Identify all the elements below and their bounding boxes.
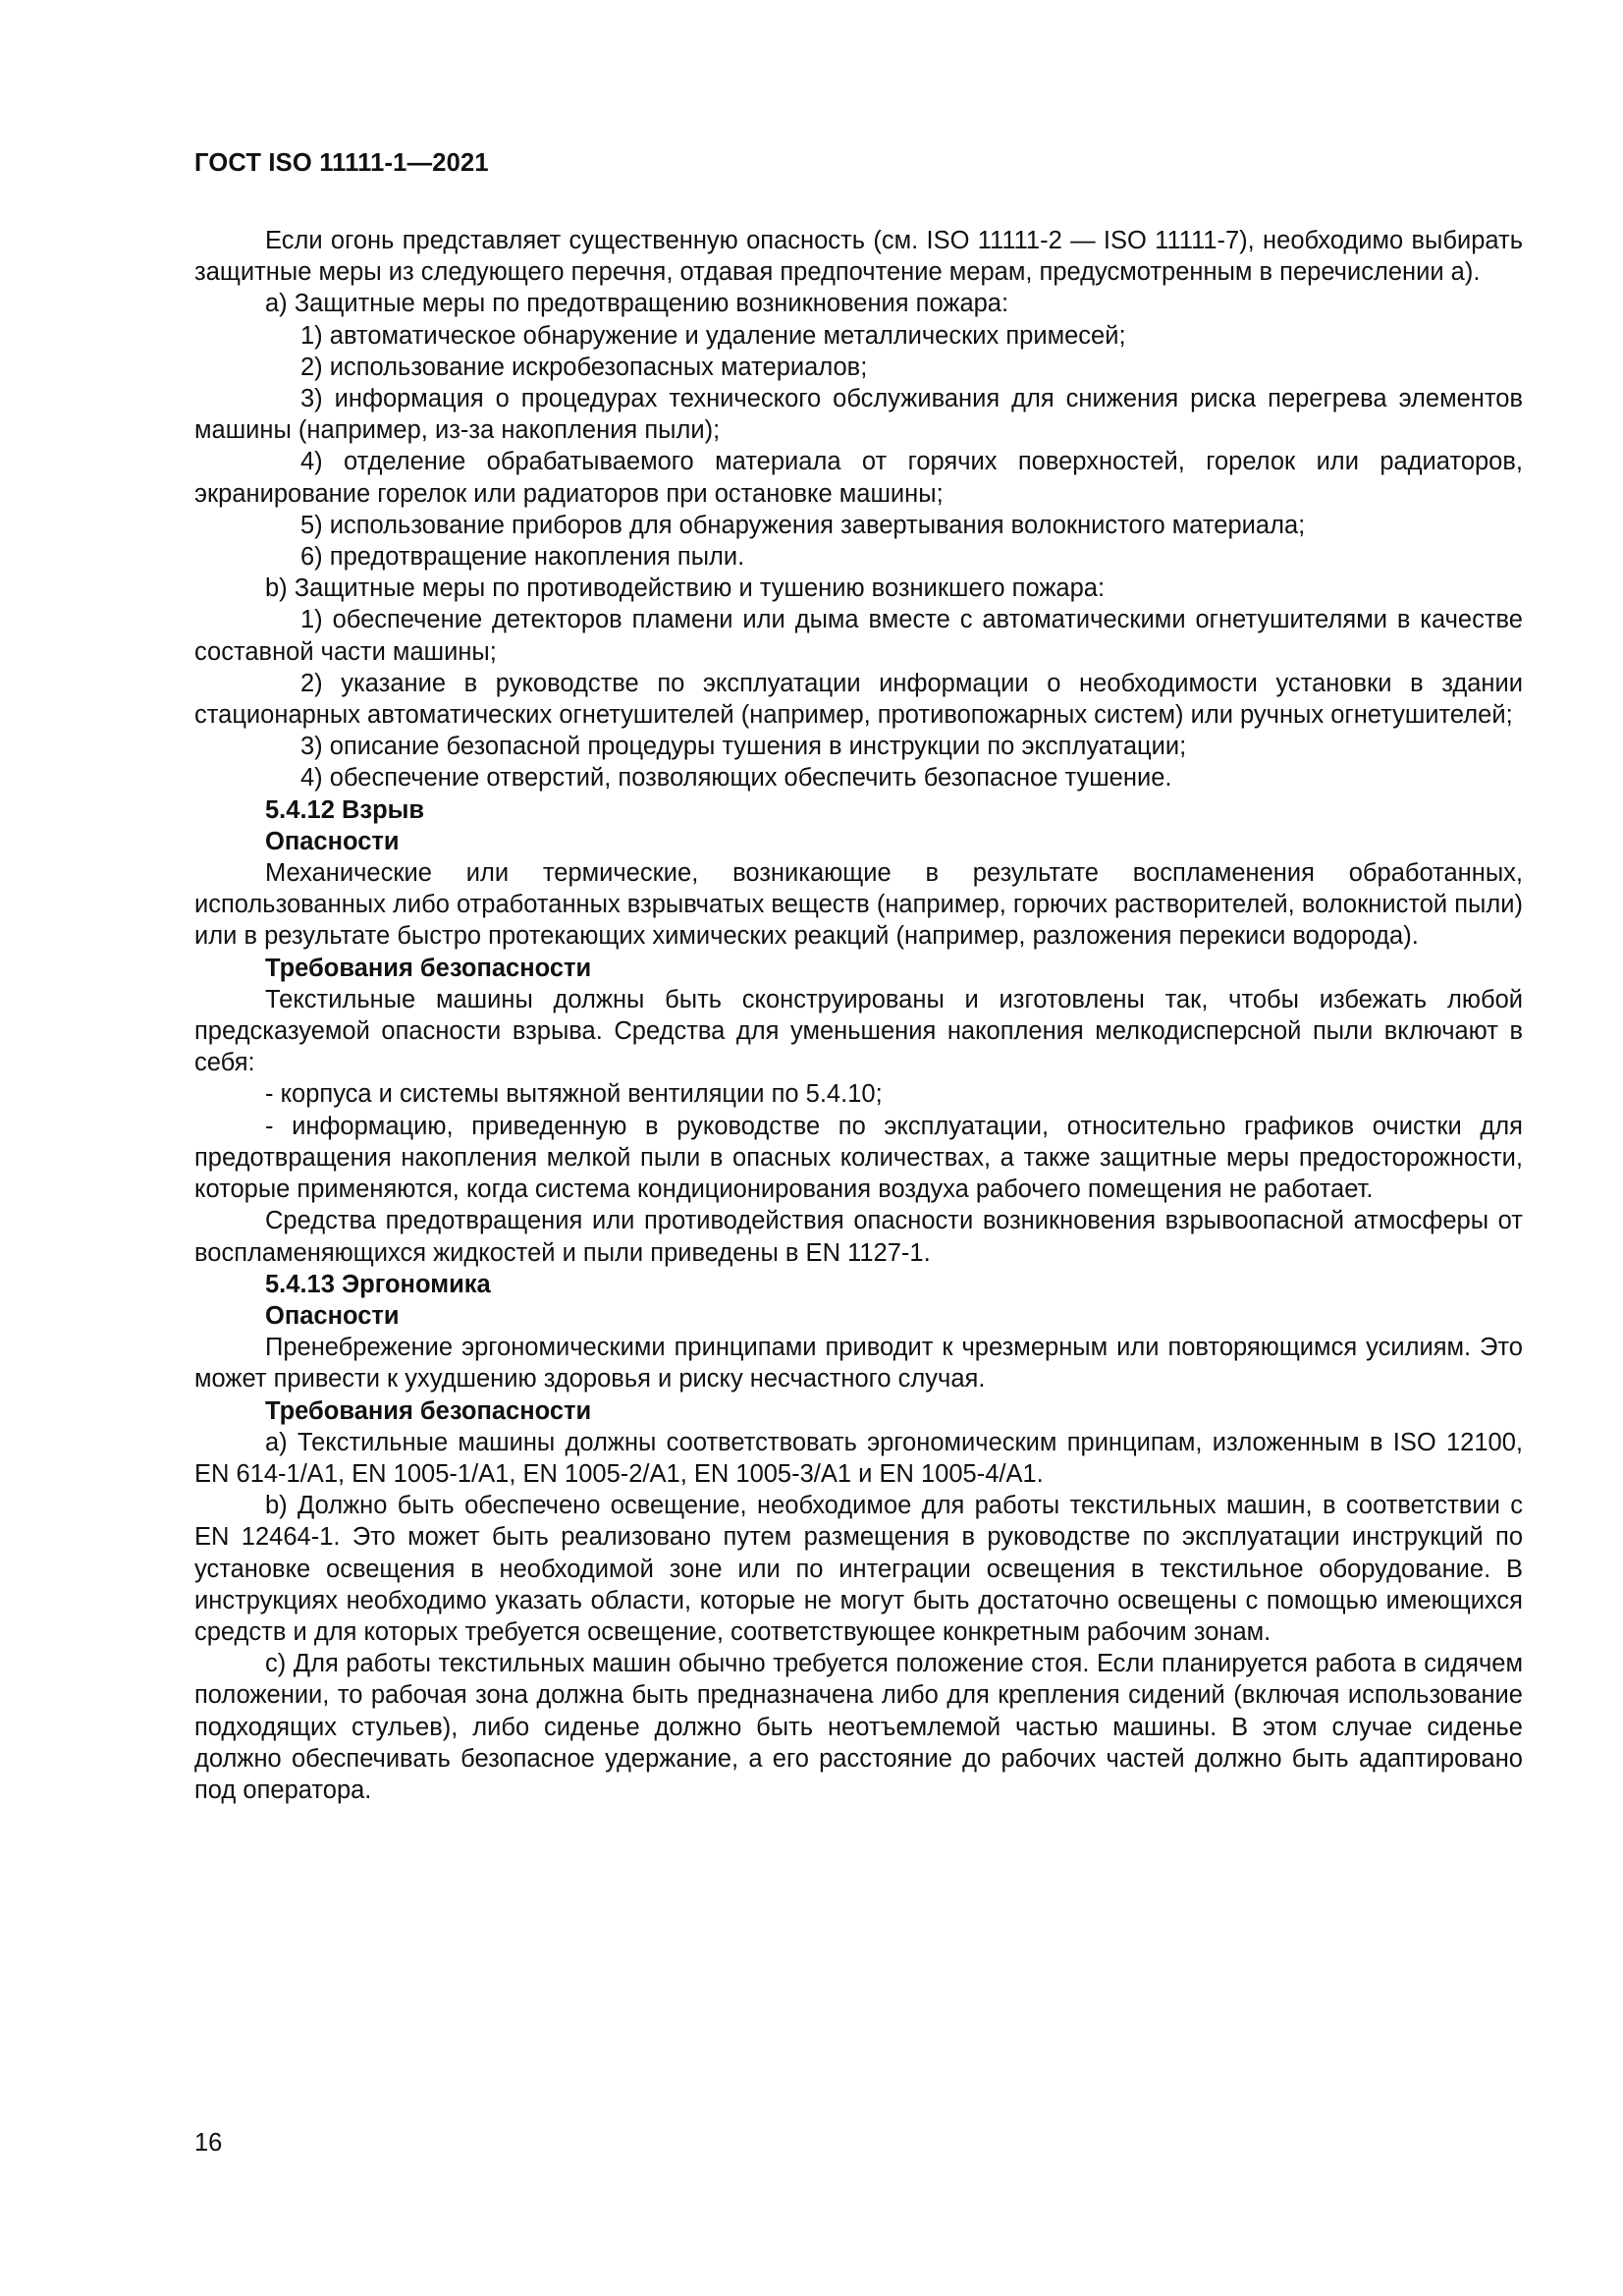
list-item-b4: 4) обеспечение отверстий, позволяющих обеспечить безопасное тушение. <box>300 764 1172 793</box>
list-item-b: b) Защитные меры по противодействию и тушению возникшего пожара: <box>265 574 1106 603</box>
ergonomics-hazards-paragraph: Пренебрежение эргономическими принципами приводит к чрезмерным или повторяющимся усилиям. Это может привести к ухудшению здоровья и риску несчастного случая. <box>194 1334 1523 1394</box>
page-number: 16 <box>194 2129 223 2157</box>
section-heading-5-4-12: 5.4.12 Взрыв <box>265 795 425 824</box>
explosion-requirements-paragraph: Текстильные машины должны быть сконструированы и изготовлены так, чтобы избежать любой предсказуемой опасности взрыва. Средства для уменьшения накопления мелкодисперсной пыли включают в себя: <box>194 985 1523 1077</box>
list-item-a2: 2) использование искробезопасных материалов; <box>300 353 868 381</box>
dash-item-2: - информацию, приведенную в руководстве по эксплуатации, относительно графиков очистки для предотвращения накопления мелкой пыли в опасных количествах, а также защитные меры предосторожности, которые применяются, когда система кондиционирования воздуха рабочего помещения не работает. <box>194 1112 1523 1204</box>
list-item-b3: 3) описание безопасной процедуры тушения в инструкции по эксплуатации; <box>300 733 1187 761</box>
ergonomics-item-a: а) Текстильные машины должны соответствовать эргономическим принципам, изложенным в ISO 12100, EN 614-1/A1, EN 1005-1/A1, EN 1005-2/A1, EN 1005-3/A1 и EN 1005-4/A1. <box>194 1428 1523 1488</box>
dash-item-1: - корпуса и системы вытяжной вентиляции по 5.4.10; <box>265 1080 883 1109</box>
list-item-b2: 2) указание в руководстве по эксплуатации информации о необходимости установки в здании стационарных автоматических огнетушителей (например, противопожарных систем) или ручных огнетушителей; <box>194 669 1523 730</box>
explosion-hazards-paragraph: Механические или термические, возникающие в результате воспламенения обработанных, использованных либо отработанных взрывчатых веществ (например, горючих растворителей, волокнистой пыли) или в результате быстро протекающих химических реакций (например, разложения перекиси водорода). <box>194 859 1523 951</box>
intro-paragraph: Если огонь представляет существенную опасность (см. ISO 11111-2 — ISO 11111-7), необходимо выбирать защитные меры из следующего перечня, отдавая предпочтение мерам, предусмотренным в перечислении а). <box>194 227 1523 287</box>
subheading-hazards: Опасности <box>265 1301 400 1330</box>
document-body <box>194 225 1523 1806</box>
document-header: ГОСТ ISO 11111-1—2021 <box>194 149 489 177</box>
list-item-a: а) Защитные меры по предотвращению возникновения пожара: <box>265 290 1009 318</box>
list-item-a1: 1) автоматическое обнаружение и удаление металлических примесей; <box>300 321 1126 350</box>
list-item-a4: 4) отделение обрабатываемого материала от горячих поверхностей, горелок или радиаторов, экранирование горелок или радиаторов при остановке машины; <box>194 448 1523 508</box>
list-item-b1: 1) обеспечение детекторов пламени или дыма вместе с автоматическими огнетушителями в качестве составной части машины; <box>194 606 1523 666</box>
subheading-safety-requirements: Требования безопасности <box>265 1396 592 1425</box>
ergonomics-item-b: b) Должно быть обеспечено освещение, необходимое для работы текстильных машин, в соответствии с EN 12464-1. Это может быть реализовано путем размещения в руководстве по эксплуатации инструкций по установке освещения в необходимой зоне или по интеграции освещения в текстильное оборудование. В инструкциях необходимо указать области, которые не могут быть достаточно освещены с помощью имеющихся средств и для которых требуется освещение, соответствующее конкретным рабочим зонам. <box>194 1492 1523 1646</box>
subheading-hazards: Опасности <box>265 827 400 855</box>
atmosphere-paragraph: Средства предотвращения или противодействия опасности возникновения взрывоопасной атмосферы от воспламеняющихся жидкостей и пыли приведены в EN 1127-1. <box>194 1207 1523 1267</box>
list-item-a3: 3) информация о процедурах технического обслуживания для снижения риска перегрева элементов машины (например, из-за накопления пыли); <box>194 385 1523 445</box>
subheading-safety-requirements: Требования безопасности <box>265 954 592 982</box>
list-item-a5: 5) использование приборов для обнаружения завертывания волокнистого материала; <box>300 511 1306 539</box>
section-heading-5-4-13: 5.4.13 Эргономика <box>265 1270 491 1298</box>
list-item-a6: 6) предотвращение накопления пыли. <box>300 543 745 572</box>
ergonomics-item-c: с) Для работы текстильных машин обычно требуется положение стоя. Если планируется работа в сидячем положении, то рабочая зона должна быть предназначена либо для крепления сидений (включая использование подходящих стульев), либо сиденье должно быть неотъемлемой частью машины. В этом случае сиденье должно обеспечивать безопасное удержание, а его расстояние до рабочих частей должно быть адаптировано под оператора. <box>194 1650 1523 1804</box>
